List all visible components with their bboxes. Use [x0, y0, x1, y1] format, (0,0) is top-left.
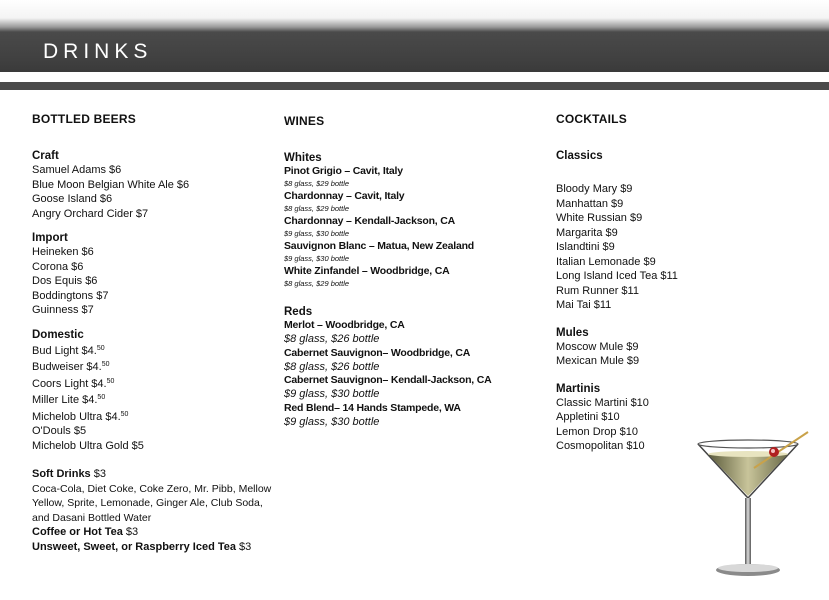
menu-item — [32, 408, 277, 425]
import-section — [32, 232, 277, 318]
menu-item — [32, 391, 277, 408]
menu-item: Dos Equis $6 — [32, 275, 98, 287]
menu-item — [32, 358, 277, 375]
menu-item: Samuel Adams $6 — [32, 164, 122, 176]
menu-item-text: Budweiser $4. — [32, 361, 102, 373]
iced-tea-title: Unsweet, Sweet, or Raspberry Iced Tea — [32, 540, 236, 553]
menu-item: Manhattan $9 — [556, 197, 624, 210]
menu-item — [32, 424, 277, 439]
wine-name: Sauvignon Blanc – Matua, New Zealand — [284, 240, 475, 252]
wine-name: Pinot Grigio – Cavit, Italy — [284, 165, 403, 177]
classics-section — [556, 150, 716, 313]
menu-item-text: Miller Lite $4. — [32, 394, 98, 406]
price-cents: 50 — [120, 410, 129, 418]
menu-item-text: O'Douls $5 — [32, 425, 87, 437]
soft-drinks-title: Soft Drinks — [32, 468, 91, 480]
mules-section — [556, 327, 716, 369]
page-title: DRINKS — [43, 40, 153, 63]
wine-price: $9 glass, $30 bottle — [284, 254, 350, 263]
coffee-line — [32, 525, 277, 540]
menu-item-text: Michelob Ultra $4. — [32, 410, 121, 423]
whites-section — [284, 152, 534, 290]
soft-drinks-heading — [32, 467, 277, 482]
craft-heading: Craft — [32, 150, 59, 162]
menu-item: Margarita $9 — [556, 226, 618, 239]
whites-heading: Whites — [284, 152, 322, 164]
menu-item: White Russian $9 — [556, 212, 643, 224]
menu-item: Goose Island $6 — [32, 193, 113, 205]
menu-item: Lemon Drop $10 — [556, 425, 638, 438]
wine-price: $9 glass, $30 bottle — [284, 388, 380, 400]
domestic-section — [32, 329, 277, 454]
header-banner — [0, 0, 829, 72]
menu-item-text: Michelob Ultra Gold $5 — [32, 439, 144, 452]
martini-glass-image — [696, 428, 811, 580]
wine-name: Chardonnay – Kendall-Jackson, CA — [284, 215, 455, 227]
wine-price: $8 glass, $29 bottle — [284, 179, 350, 188]
menu-item-text: Coors Light $4. — [32, 377, 107, 390]
wine-price: $8 glass, $26 bottle — [284, 333, 380, 345]
iced-tea-price: $3 — [239, 540, 252, 553]
coffee-price: $3 — [125, 526, 139, 538]
wine-price: $8 glass, $26 bottle — [284, 360, 380, 373]
menu-item — [32, 342, 277, 359]
menu-item — [32, 439, 277, 454]
menu-item: Bloody Mary $9 — [556, 183, 633, 195]
menu-item: Corona $6 — [32, 260, 84, 273]
wines-column — [284, 112, 534, 440]
wine-price: $8 glass, $29 bottle — [284, 279, 350, 288]
soft-drinks-price: $3 — [93, 468, 106, 480]
price-cents: 50 — [106, 377, 115, 385]
soft-drinks-list: Coca-Cola, Diet Coke, Coke Zero, Mr. Pibb, Mellow Yellow, Sprite, Lemonade, Ginger Ale, Club Soda, and Dasani Bottled Water — [32, 482, 272, 524]
martinis-heading: Martinis — [556, 382, 601, 395]
menu-item: Mai Tai $11 — [556, 299, 612, 311]
classics-heading: Classics — [556, 150, 603, 162]
price-cents: 50 — [96, 344, 105, 352]
menu-item: Guinness $7 — [32, 304, 94, 316]
divider-bar — [0, 82, 829, 90]
wine-name: Red Blend– 14 Hands Stampede, WA — [284, 401, 461, 414]
martinis-section — [556, 383, 716, 454]
wine-name: White Zinfandel – Woodbridge, CA — [284, 265, 450, 277]
cocktails-column — [556, 112, 716, 465]
menu-item: Heineken $6 — [32, 246, 94, 258]
coffee-title: Coffee or Hot Tea — [32, 526, 123, 538]
menu-item-text: Bud Light $4. — [32, 344, 97, 357]
wine-price: $9 glass, $30 bottle — [284, 229, 350, 238]
reds-section — [284, 306, 534, 429]
menu-item: Italian Lemonade $9 — [556, 255, 656, 268]
menu-item: Islandtini $9 — [556, 241, 615, 253]
menu-item: Mexican Mule $9 — [556, 355, 640, 367]
soft-drinks-section — [32, 467, 277, 554]
wines-heading: WINES — [284, 114, 325, 128]
menu-item: Cosmopolitan $10 — [556, 440, 645, 452]
iced-tea-line — [32, 540, 277, 555]
import-heading: Import — [32, 232, 68, 244]
beers-heading: BOTTLED BEERS — [32, 112, 136, 126]
wine-name: Chardonnay – Cavit, Italy — [284, 190, 405, 202]
menu-item: Boddingtons $7 — [32, 289, 109, 302]
menu-item: Classic Martini $10 — [556, 396, 649, 409]
wine-price: $8 glass, $29 bottle — [284, 204, 350, 213]
menu-item: Moscow Mule $9 — [556, 340, 639, 353]
wine-name: Cabernet Sauvignon– Woodbridge, CA — [284, 346, 471, 359]
wine-price: $9 glass, $30 bottle — [284, 415, 380, 428]
mules-heading: Mules — [556, 326, 589, 339]
menu-item: Angry Orchard Cider $7 — [32, 207, 149, 220]
beers-column — [32, 112, 277, 565]
craft-section — [32, 150, 277, 221]
cocktails-heading: COCKTAILS — [556, 112, 627, 126]
wine-name: Cabernet Sauvignon– Kendall-Jackson, CA — [284, 374, 492, 386]
price-cents: 50 — [97, 394, 106, 401]
wine-name: Merlot – Woodbridge, CA — [284, 319, 405, 331]
menu-item: Appletini $10 — [556, 411, 620, 423]
price-cents: 50 — [101, 361, 110, 368]
menu-item: Rum Runner $11 — [556, 284, 639, 297]
menu-item — [32, 375, 277, 392]
menu-item: Long Island Iced Tea $11 — [556, 270, 678, 282]
domestic-heading: Domestic — [32, 328, 84, 341]
menu-item: Blue Moon Belgian White Ale $6 — [32, 178, 190, 191]
reds-heading: Reds — [284, 306, 313, 318]
